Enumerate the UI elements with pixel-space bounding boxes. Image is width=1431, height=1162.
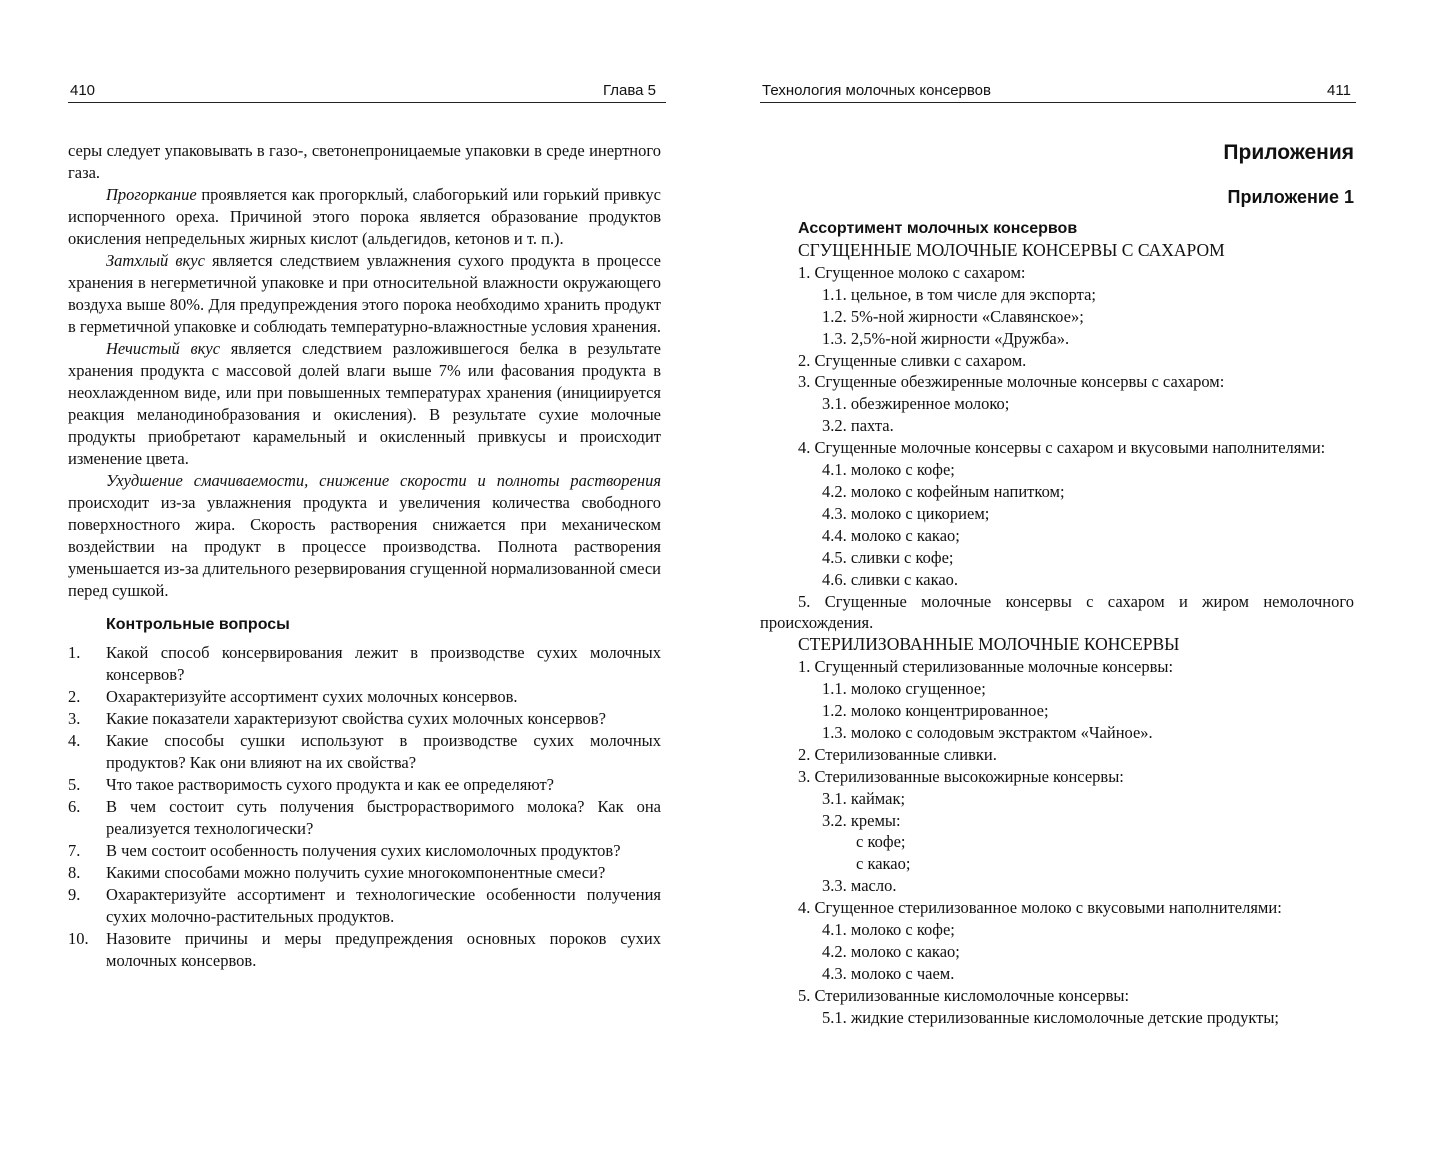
sub-item: 4.3. молоко с чаем. [822,963,955,983]
list-item: 3. Сгущенные обезжиренные молочные консервы с сахаром: [798,372,1225,392]
header-rule [68,102,666,103]
category-heading: СГУЩЕННЫЕ МОЛОЧНЫЕ КОНСЕРВЫ С САХАРОМ [798,240,1225,260]
sub-item: 4.2. молоко с какао; [822,942,960,961]
running-head: Глава 5 [603,82,657,99]
sub-item: 1.2. молоко концентрированное; [822,701,1049,721]
defect-term: Прогоркание [106,185,197,204]
sub-item: 4.5. сливки с кофе; [822,547,954,567]
list-item: 2. Сгущенные сливки с сахаром. [798,350,1027,370]
paragraph: Нечистый вкус является следствием разложившегося белка в результате хранения продукта с массовой долей влаги выше 7% или фасования продукта в неохлажденном виде, или при повышенных температурах хранения (инициируется реакция меланодинобразования и окисления). В результате сухие молочные продукты приобретают карамельный и окисленный привкусы и происходит изменение цвета. [68,339,661,468]
sub-item: 3.2. кремы: [822,810,901,830]
sub-item: 3.2. пахта. [822,416,894,436]
list-item: 1. Сгущенный стерилизованные молочные консервы: [798,657,1174,677]
assortment-list [760,240,1354,1029]
right-page [715,0,1431,1162]
list-item: 5. Что такое растворимость сухого продукта и как ее определяют? [68,775,555,794]
list-item: 2. Стерилизованные сливки. [798,744,997,764]
questions-list [68,642,661,972]
list-item: 9. Охарактеризуйте ассортимент и технологические особенности получения сухих молочно-растительных продуктов. [68,885,661,926]
sub-item: 4.4. молоко с какао; [822,525,960,545]
sub-item: 3.3. масло. [822,876,897,896]
list-item: 2. Охарактеризуйте ассортимент сухих молочных консервов. [68,687,518,706]
category-heading: СТЕРИЛИЗОВАННЫЕ МОЛОЧНЫЕ КОНСЕРВЫ [798,634,1180,655]
sub-item: 1.1. цельное, в том числе для экспорта; [822,284,1096,304]
page-number: 411 [1327,82,1351,99]
list-item: 3. Какие показатели характеризуют свойства сухих молочных консервов? [68,709,606,728]
defect-term: Нечистый вкус [106,339,221,358]
left-body [68,140,661,972]
defect-term: Затхлый вкус [106,251,205,270]
running-head: Технология молочных консервов [762,82,991,99]
sub-item: 1.2. 5%-ной жирности «Славянское»; [822,306,1084,326]
sub-item: 3.1. обезжиренное молоко; [822,394,1010,414]
sub-item: 1.3. 2,5%-ной жирности «Дружба». [822,328,1070,348]
list-item: 1. Сгущенное молоко с сахаром: [798,262,1026,282]
sub-item: 4.6. сливки с какао. [822,569,959,589]
list-item: 3. Стерилизованные высокожирные консервы: [798,766,1124,786]
paragraph: серы следует упаковывать в газо-, светонепроницаемые упаковки в среде инертного газа. [68,141,661,182]
list-item: 4. Сгущенные молочные консервы с сахаром и вкусовыми наполнителями: [798,438,1326,458]
appendices-heading: Приложения [1223,141,1354,164]
page-number: 410 [70,82,96,99]
sub-item: 1.1. молоко сгущенное; [822,679,986,699]
header-rule [760,102,1356,103]
sub-sub-item: с кофе; [856,832,906,852]
list-item: 7. В чем состоит особенность получения сухих кисломолочных продуктов? [68,841,621,860]
right-body [760,140,1354,1029]
paragraph: Прогоркание проявляется как прогорклый, слабогорький или горький привкус испорченного ореха. Причиной этого порока является образование продуктов окисления непредельных жирных кислот (альдегидов, кетонов и т. п.). [68,185,661,248]
list-item: 5. Стерилизованные кисломолочные консервы: [798,985,1130,1005]
list-item: 10. Назовите причины и меры предупреждения основных пороков сухих молочных консервов. [68,929,661,970]
section-title: Контрольные вопросы [106,616,290,633]
sub-item: 1.3. молоко с солодовым экстрактом «Чайное». [822,722,1153,742]
sub-item: 4.1. молоко с кофе; [822,460,955,480]
list-item: 4. Сгущенное стерилизованное молоко с вкусовыми наполнителями: [798,898,1282,918]
sub-item: 4.2. молоко с кофейным напитком; [822,481,1065,501]
paragraph: Ухудшение смачиваемости, снижение скорости и полноты растворения происходит из-за увлажнения продукта и увеличения количества свободного поверхностного жира. Скорость растворения снижается при механическом воздействии на продукт в процессе производства. Полнота растворения уменьшается из-за длительного резервирования сгущенной нормализованной смеси перед сушкой. [68,471,661,600]
defect-term: Ухудшение смачиваемости, снижение скорости и полноты растворения [106,471,661,490]
list-item: 8. Какими способами можно получить сухие многокомпонентные смеси? [68,863,606,882]
list-item: 5. Сгущенные молочные консервы с сахаром и жиром немолочного происхождения. [760,591,1354,633]
sub-sub-item: с какао; [856,854,911,874]
appendix-heading: Приложение 1 [1227,187,1354,207]
paragraph: Затхлый вкус является следствием увлажнения сухого продукта в процессе хранения в негерметичной упаковке и при относительной влажности окружающего воздуха выше 80%. Для предупреждения этого порока необходимо хранить продукт в герметичной упаковке и соблюдать температурно-влажностные условия хранения. [68,251,662,336]
list-item: 1. Какой способ консервирования лежит в производстве сухих молочных консервов? [68,643,661,684]
left-page [0,0,715,1162]
sub-item: 5.1. жидкие стерилизованные кисломолочные детские продукты; [822,1007,1280,1027]
sub-item: 4.1. молоко с кофе; [822,920,955,940]
sub-item: 4.3. молоко с цикорием; [822,503,990,523]
list-item: 4. Какие способы сушки используют в производстве сухих молочных продуктов? Как они влияют на их свойства? [68,731,661,772]
list-item: 6. В чем состоит суть получения быстрорастворимого молока? Как она реализуется технологически? [68,797,661,838]
sub-item: 3.1. каймак; [822,788,906,808]
appendix-title: Ассортимент молочных консервов [798,220,1078,237]
